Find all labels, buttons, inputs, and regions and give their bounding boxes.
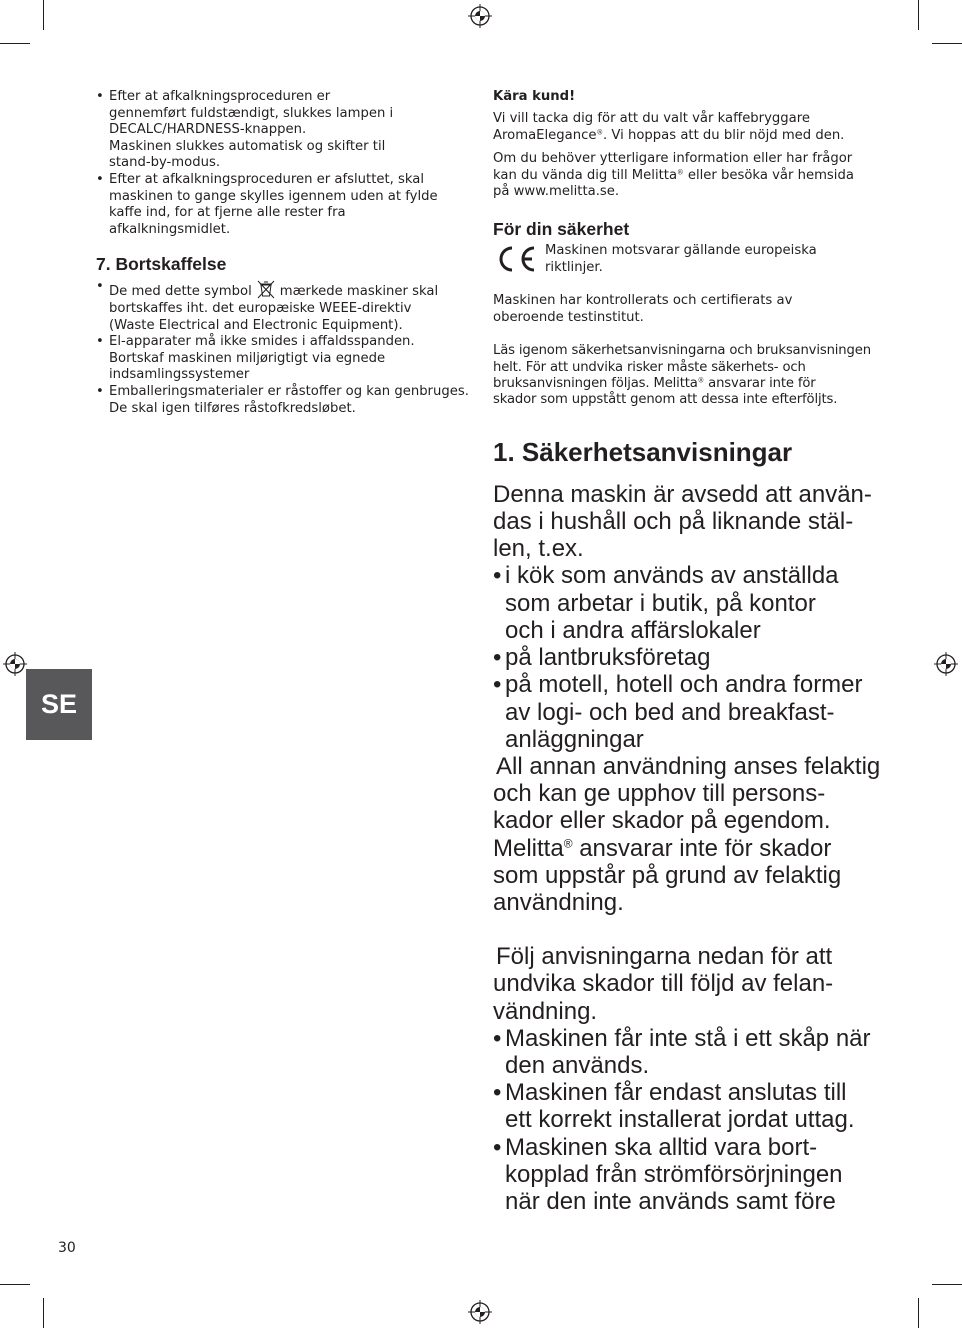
text-line: Maskinen har kontrollerats och certifierats av: [493, 293, 793, 309]
text-line: El-apparater må ikke smides i affaldsspanden.: [109, 334, 415, 350]
text-fragment: De med dette symbol: [109, 284, 252, 300]
registered-mark: ®: [677, 168, 684, 177]
text-line: användning.: [493, 888, 624, 916]
bullet: •: [96, 279, 104, 295]
text-line: [109, 279, 474, 301]
text-line: oberoende testinstitut.: [493, 309, 644, 325]
text-line: skador som uppstått genom att dessa inte efterföljts.: [493, 392, 838, 408]
crop-mark: [0, 43, 30, 44]
registered-mark: ®: [596, 128, 604, 137]
text-fragment: . Vi hoppas att du blir nöjd med den.: [603, 127, 845, 143]
text-line: anläggningar: [505, 725, 644, 753]
text-line: Vi vill tacka dig för att du valt vår kaffebryggare: [493, 111, 810, 127]
section-heading: 1. Säkerhetsanvisningar: [493, 436, 793, 467]
text-line: indsamlingssystemer: [109, 367, 250, 383]
ce-mark-icon: [493, 244, 537, 274]
list-item: [493, 671, 871, 753]
registration-mark-icon: [468, 4, 492, 28]
text-line: (Waste Electrical and Electronic Equipment).: [109, 317, 403, 333]
text-line: len, t.ex.: [493, 535, 584, 563]
brand-name: AromaElegance: [493, 127, 597, 143]
misuse-paragraph: [493, 752, 881, 916]
text-fragment: eller besöka vår hemsida: [683, 167, 854, 183]
text-line: kaffe ind, for at fjerne alle rester fra: [109, 205, 346, 221]
text-line: Efter at afkalkningsproceduren er: [109, 89, 331, 104]
text-line: afkalkningsmidlet.: [109, 221, 231, 237]
text-fragment: kan du vända dig till Melitta: [493, 167, 678, 183]
bullet: •: [493, 1079, 502, 1107]
registration-mark-icon: [468, 1300, 492, 1324]
bullet: •: [493, 1133, 502, 1161]
text-line: bortskaffes iht. det europæiske WEEE-direktiv: [109, 300, 412, 316]
list-item: [493, 1134, 871, 1216]
text-line: Maskinen slukkes automatisk og skifter til: [109, 138, 386, 154]
text-line: kador eller skador på egendom.: [493, 807, 831, 835]
info-paragraph: [493, 151, 871, 200]
bullet: •: [493, 644, 502, 672]
ce-compliance: [493, 243, 871, 279]
list-item: [96, 279, 474, 334]
text-line: Maskinen ska alltid vara bort-: [505, 1133, 818, 1161]
text-line: vändning.: [493, 997, 598, 1025]
registration-mark-icon: [3, 652, 27, 676]
text-line: Maskinen får inte stå i ett skåp när: [505, 1024, 871, 1052]
text-line: Efter at afkalkningsproceduren er afsluttet, skal: [109, 171, 425, 187]
text-fragment: ansvarar inte för: [704, 376, 816, 392]
text-line: das i hushåll och på liknande stäl-: [493, 508, 854, 536]
text-line: Denna maskin är avsedd att använ-: [493, 480, 872, 508]
text-line: riktlinjer.: [545, 259, 603, 275]
text-line: som uppstår på grund av felaktig: [493, 861, 842, 889]
text-line: [493, 168, 871, 184]
text-fragment: bruksanvisningen följas. Melitta: [493, 376, 698, 392]
text-line: [493, 376, 871, 392]
text-line: Läs igenom säkerhetsanvisningarna och bruksanvisningen: [493, 343, 871, 359]
bullet: •: [96, 171, 104, 187]
right-column: [493, 89, 881, 1215]
text-line: och kan ge upphov till persons-: [493, 780, 826, 808]
text-line: De skal igen tilføres råstofkredsløbet.: [109, 400, 356, 416]
text-line: stand-by-modus.: [109, 155, 221, 171]
registered-mark: ®: [697, 376, 705, 385]
text-line: helt. För att undvika risker måste säkerhets- och: [493, 359, 806, 375]
registered-mark: ®: [563, 836, 573, 851]
text-line: kopplad från strömförsörjningen: [505, 1160, 843, 1188]
greeting: Kära kund!: [493, 89, 576, 104]
text-line: ett korrekt installerat jordat uttag.: [505, 1106, 855, 1134]
page-number: 30: [58, 1240, 76, 1256]
text-line: den används.: [505, 1051, 650, 1079]
text-line: DECALC/HARDNESS-knappen.: [109, 122, 307, 138]
crop-mark: [932, 1284, 962, 1285]
text-line: undvika skador till följd av felan-: [493, 970, 834, 998]
crop-mark: [918, 0, 919, 30]
text-line: i kök som används av anställda: [505, 562, 839, 590]
text-line: Emballeringsmaterialer er råstoffer og kan genbruges.: [109, 383, 469, 399]
text-line: All annan användning anses felaktig: [496, 752, 881, 780]
text-line: Maskinen motsvarar gällande europeiska: [545, 243, 817, 259]
crop-mark: [918, 1298, 919, 1328]
crop-mark: [932, 43, 962, 44]
text-line: maskinen to gange skylles igennem uden at fylde: [109, 188, 438, 204]
read-instructions-paragraph: [493, 343, 871, 409]
left-column: [96, 89, 474, 417]
intro-paragraph: [493, 111, 871, 144]
text-line: på lantbruksföretag: [505, 644, 711, 672]
bullet: •: [493, 1024, 502, 1052]
text-line: Maskinen får endast anslutas till: [505, 1079, 847, 1107]
text-line: av logi- och bed and breakfast-: [505, 698, 835, 726]
spacer: [493, 916, 871, 943]
registration-mark-icon: [934, 652, 958, 676]
bullet: •: [96, 334, 104, 350]
section-heading: 7. Bortskaffelse: [96, 254, 227, 275]
bullet: •: [96, 383, 104, 399]
list-item: [493, 562, 871, 644]
text-line: och i andra affärslokaler: [505, 616, 761, 644]
section-heading: För din säkerhet: [493, 219, 630, 240]
language-tab: SE: [26, 669, 92, 740]
list-item: [96, 89, 474, 172]
text-fragment: ansvarar inte för skador: [572, 834, 832, 862]
text-line: när den inte används samt före: [505, 1187, 836, 1215]
list-item: [493, 644, 871, 671]
text-line: Bortskaf maskinen miljørigtigt via egnede: [109, 350, 386, 366]
text-line: gennemført fuldstændigt, slukkes lampen i: [109, 105, 394, 121]
crop-mark: [43, 0, 44, 30]
crop-mark: [0, 1284, 30, 1285]
text-line: Följ anvisningarna nedan för att: [496, 943, 833, 971]
list-item: [493, 1025, 871, 1079]
weee-bin-icon: [255, 279, 277, 299]
list-item: [96, 334, 474, 384]
list-item: [493, 1079, 871, 1133]
certified-paragraph: [493, 293, 871, 326]
bullet: •: [493, 562, 502, 590]
text-line: [493, 835, 871, 862]
text-line: på motell, hotell och andra former: [505, 671, 863, 699]
list-item: [96, 172, 474, 238]
text-line: som arbetar i butik, på kontor: [505, 589, 816, 617]
website-link[interactable]: på www.melitta.se.: [493, 184, 620, 200]
text-line: Om du behöver ytterligare information eller har frågor: [493, 151, 853, 167]
bullet: •: [493, 671, 502, 699]
text-line: [493, 128, 871, 144]
usage-intro: [493, 481, 871, 563]
brand-name: Melitta: [493, 834, 564, 862]
crop-mark: [43, 1298, 44, 1328]
list-item: [96, 384, 474, 417]
bullet: •: [96, 89, 104, 104]
follow-paragraph: [493, 943, 871, 1025]
text-fragment: mærkede maskiner skal: [279, 284, 439, 300]
